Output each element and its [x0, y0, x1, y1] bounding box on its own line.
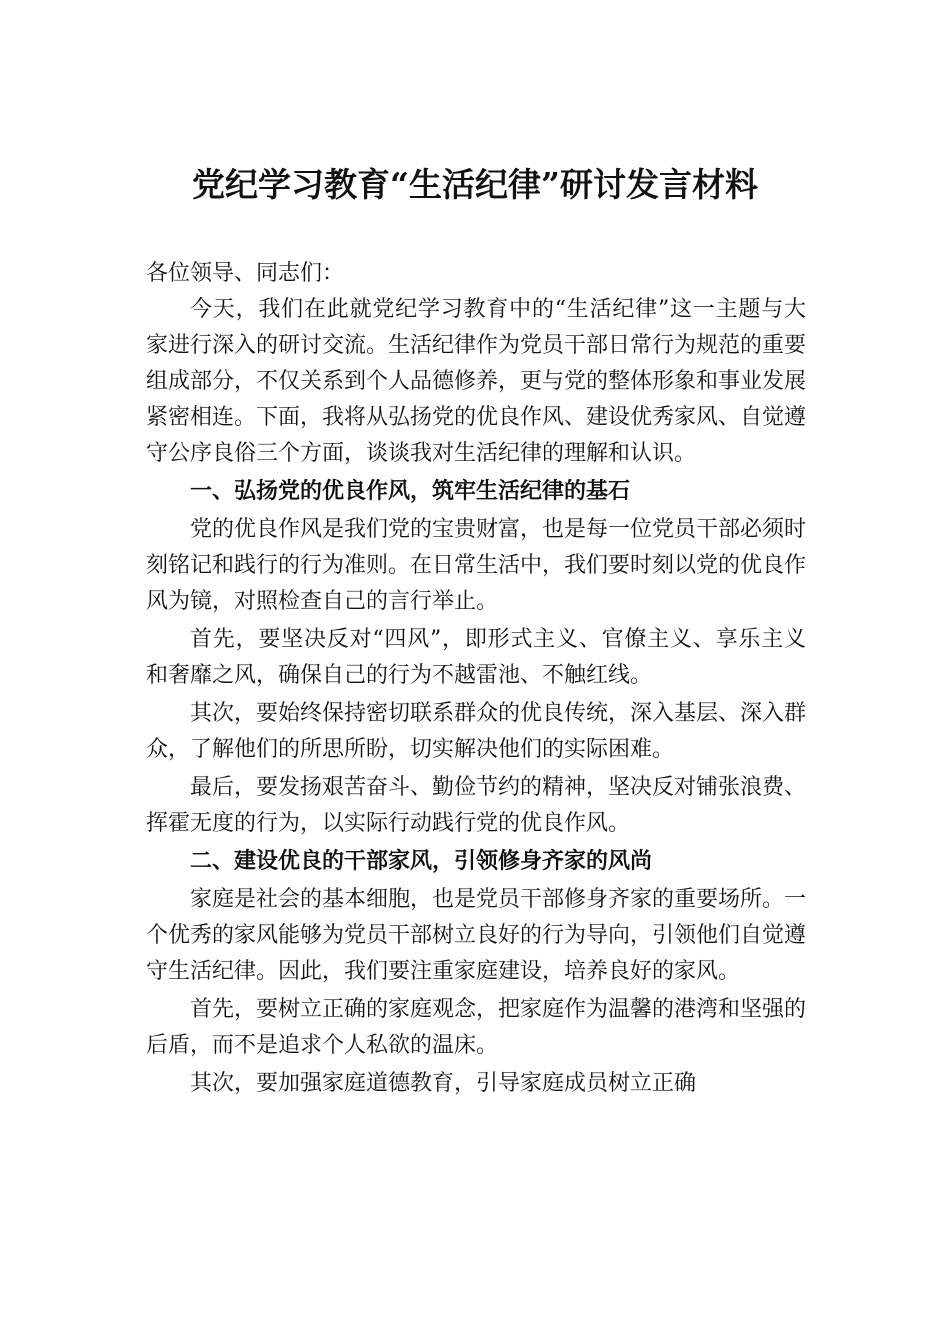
document-body: [146, 256, 806, 1104]
paragraph: 家庭是社会的基本细胞，也是党员干部修身齐家的重要场所。一个优秀的家风能够为党员干部树立良好的行为导向，引领他们自觉遵守生活纪律。因此，我们要注重家庭建设，培养良好的家风。: [146, 887, 807, 984]
document-title: 党纪学习教育“生活纪律”研讨发言材料: [192, 165, 758, 204]
paragraph: 首先，要坚决反对“四风”，即形式主义、官僚主义、享乐主义和奢靡之风，确保自己的行为不越雷池、不触红线。: [146, 627, 806, 688]
section-heading-2: 二、建设优良的干部家风，引领修身齐家的风尚: [190, 849, 653, 874]
paragraph: 最后，要发扬艰苦奋斗、勤俭节约的精神，坚决反对铺张浪费、挥霍无度的行为，以实际行动践行党的优良作风。: [146, 775, 807, 836]
paragraph: 首先，要树立正确的家庭观念，把家庭作为温馨的港湾和坚强的后盾，而不是追求个人私欲的温床。: [146, 997, 807, 1058]
paragraph: 其次，要加强家庭道德教育，引导家庭成员树立正确: [190, 1071, 697, 1096]
paragraph: 党的优良作风是我们党的宝贵财富，也是每一位党员干部必须时刻铭记和践行的行为准则。在日常生活中，我们要时刻以党的优良作风为镜，对照检查自己的言行举止。: [146, 517, 807, 614]
intro-paragraph: 今天，我们在此就党纪学习教育中的“生活纪律”这一主题与大家进行深入的研讨交流。生活纪律作为党员干部日常行为规范的重要组成部分，不仅关系到个人品德修养，更与党的整体形象和事业发展紧密相连。下面，我将从弘扬党的优良作风、建设优秀家风、自觉遵守公序良俗三个方面，谈谈我对生活纪律的理解和认识。: [146, 297, 807, 466]
section-heading-1: 一、弘扬党的优良作风，筑牢生活纪律的基石: [190, 479, 631, 504]
salutation: 各位领导、同志们：: [146, 261, 345, 286]
paragraph: 其次，要始终保持密切联系群众的优良传统，深入基层、深入群众，了解他们的所思所盼，切实解决他们的实际困难。: [146, 701, 807, 762]
